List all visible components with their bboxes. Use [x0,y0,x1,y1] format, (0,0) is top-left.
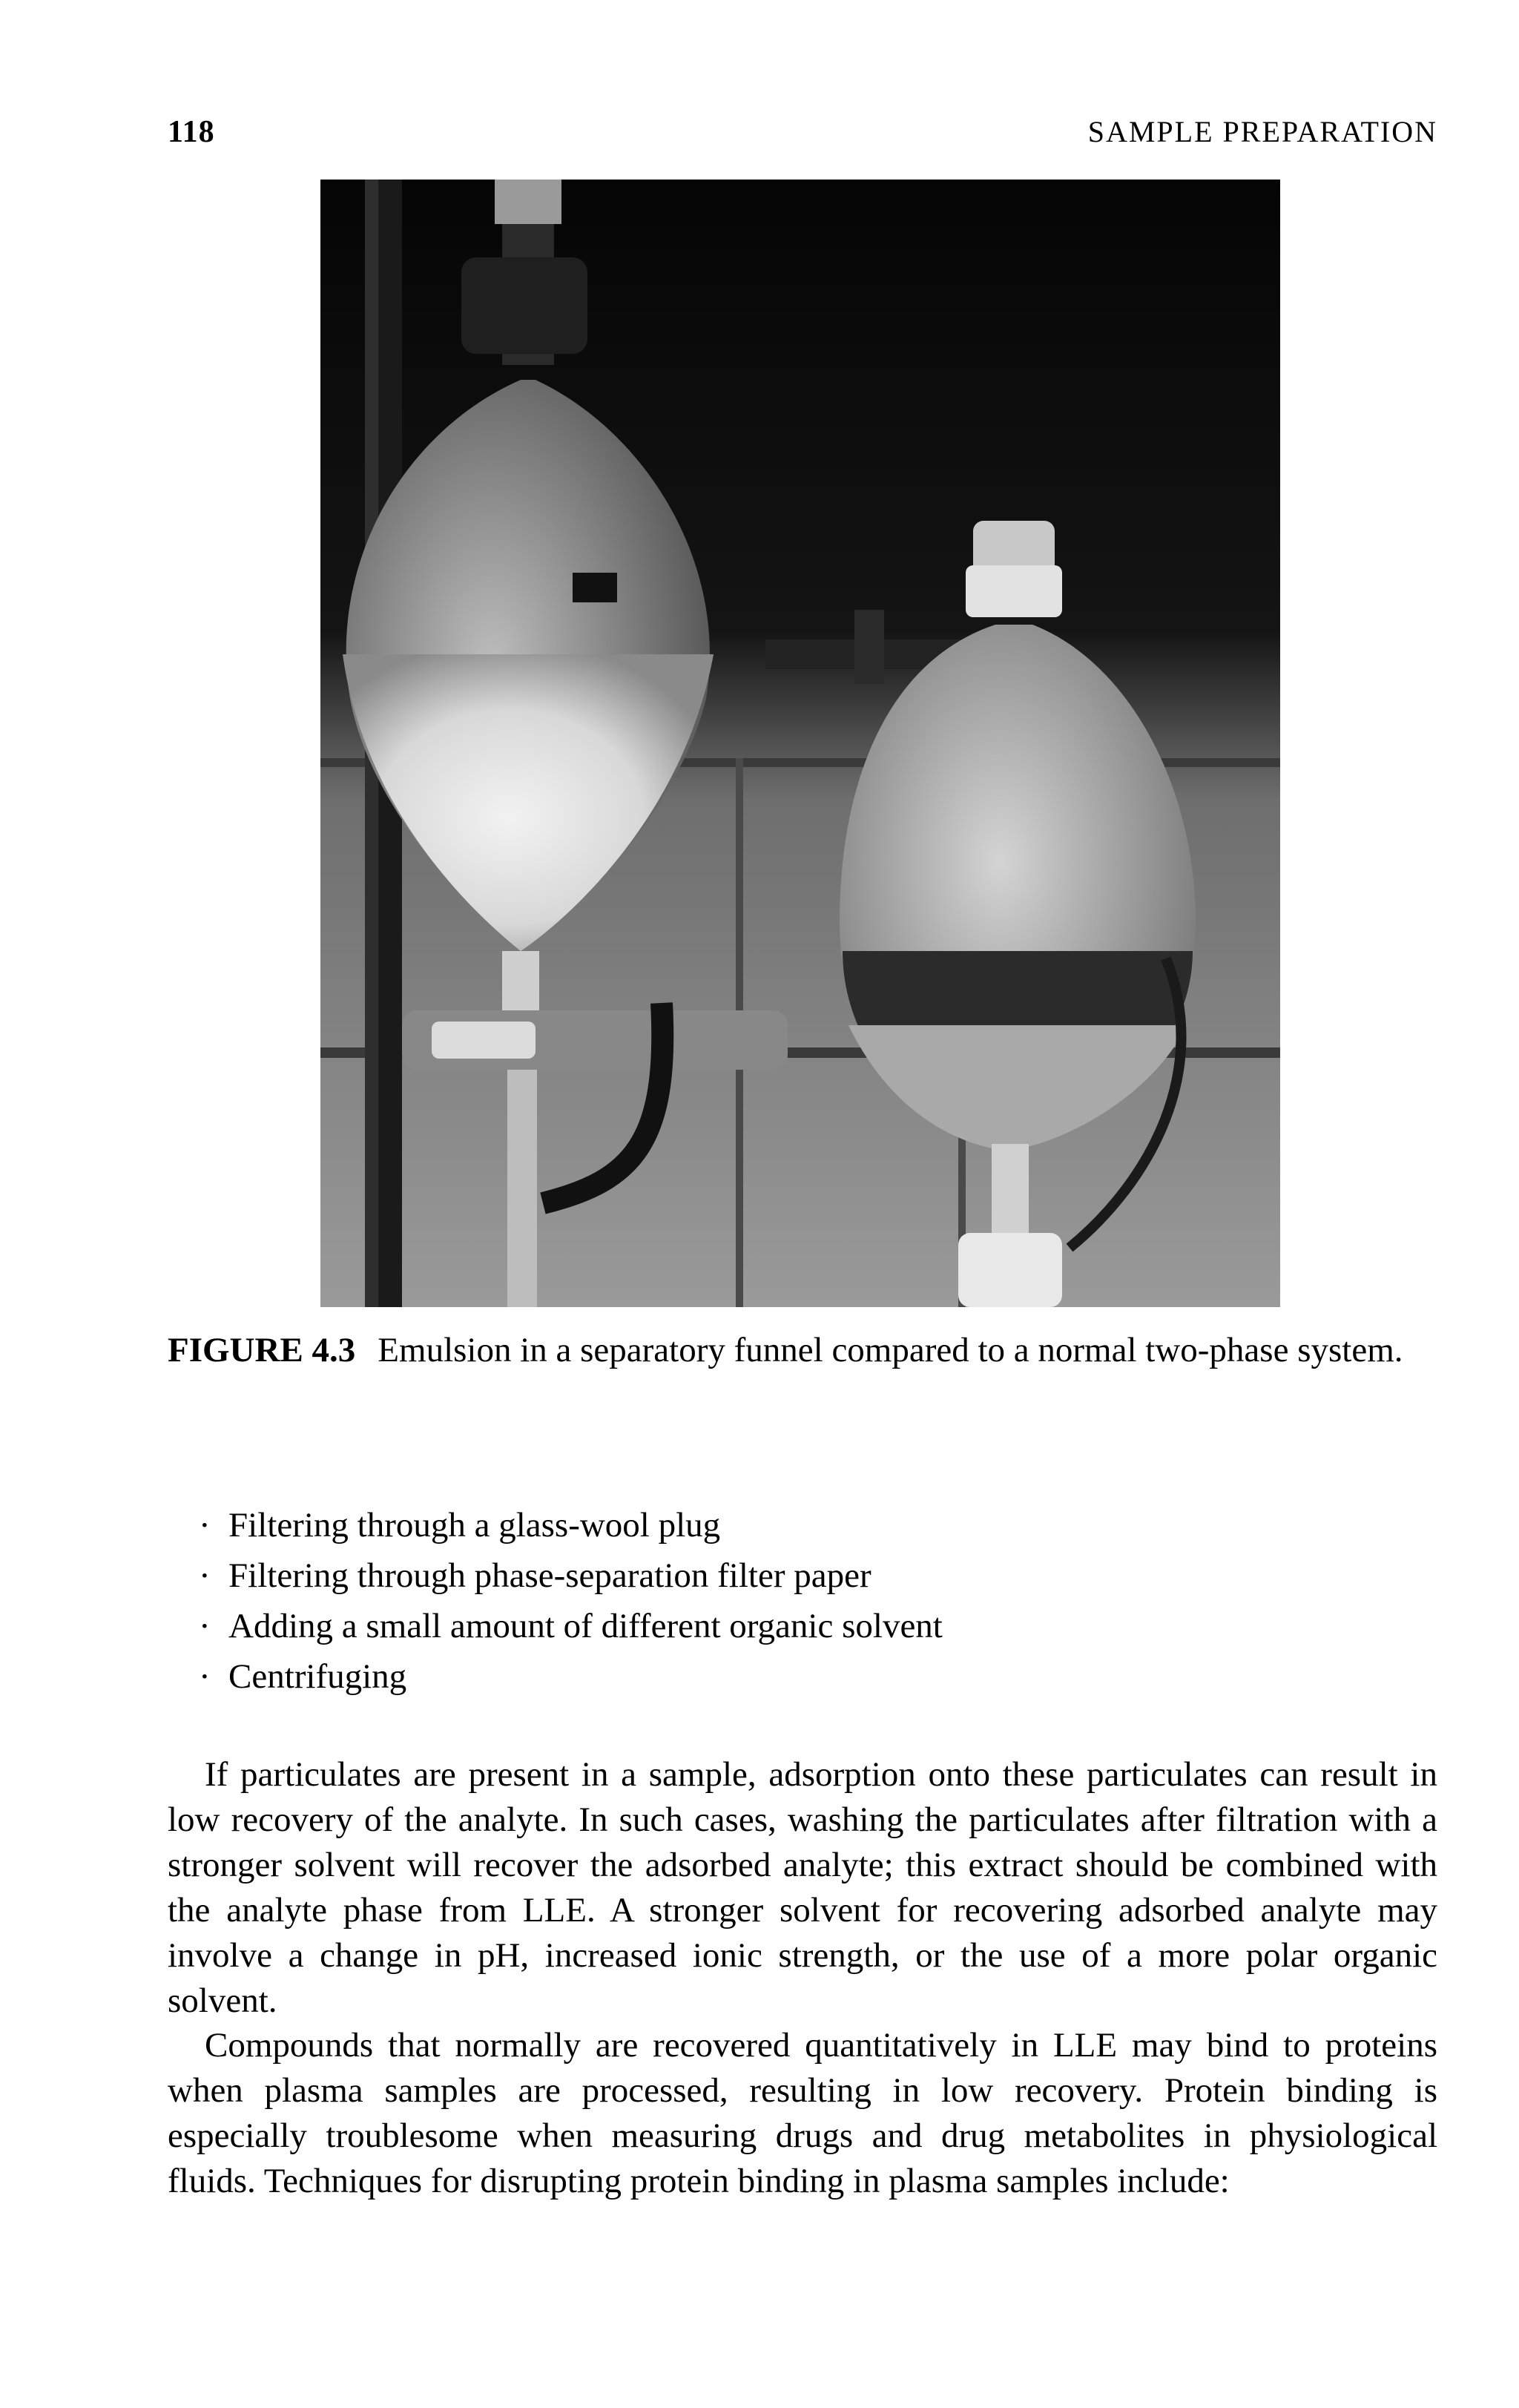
figure-label: FIGURE 4.3 [168,1331,356,1369]
figure-caption [168,1328,1437,1372]
list-item: · Filtering through a glass-wool plug [199,1500,1385,1550]
bullet-marker: · [199,1556,211,1595]
list-item: · Adding a small amount of different organic solvent [199,1601,1385,1651]
figure-photo [320,180,1280,1307]
body-paragraph: If particulates are present in a sample, adsorption onto these particulates can result in low recovery of the analyte. In such cases, washing the particulates after filtration with a stronger solvent will recover the adsorbed analyte; this extract should be combined with the analyte phase from LLE. A stronger solvent for recovering adsorbed analyte may involve a change in pH, increased ionic strength, or the use of a more polar organic solvent. [168,1755,1437,2020]
page-number: 118 [168,115,215,149]
bullet-marker: · [199,1506,211,1545]
list-item: · Filtering through phase-separation filter paper [199,1550,1385,1601]
technique-list [199,1500,1385,1702]
list-item: · Centrifuging [199,1651,1385,1702]
body-paragraph: Compounds that normally are recovered quantitatively in LLE may bind to proteins when plasma samples are processed, resulting in low recovery. Protein binding is especially troublesome when measuring drugs and drug metabolites in physiological fluids. Techniques for disrupting protein binding in plasma samples include: [168,2026,1437,2200]
page-header [168,114,1437,159]
bullet-marker: · [199,1657,211,1696]
figure-caption-text: Emulsion in a separatory funnel compared to a normal two-phase system. [378,1331,1403,1369]
running-head: SAMPLE PREPARATION [1087,115,1437,148]
bullet-marker: · [199,1607,211,1645]
